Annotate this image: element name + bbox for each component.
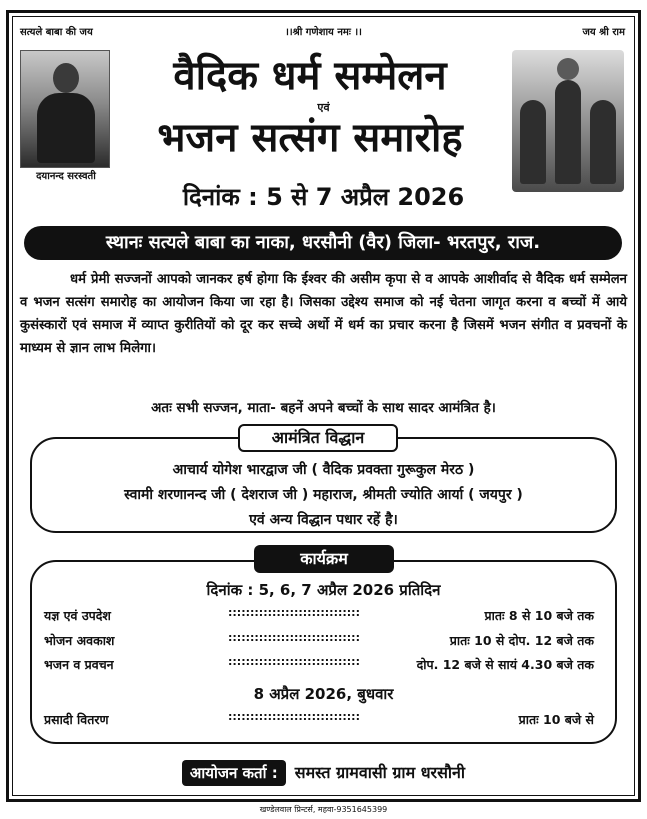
program-title: कार्यक्रम	[254, 545, 394, 573]
title-line-2: भजन सत्संग समारोह	[157, 115, 463, 161]
program-date-1: दिनांक : 5, 6, 7 अप्रैल 2026 प्रतिदिन	[206, 581, 441, 599]
organizer-line	[0, 760, 647, 786]
program-row-dots: ::::::::::::::::::::::::::::::	[228, 631, 360, 644]
program-row-time: प्रातः 10 से दोप. 12 बजे तक	[449, 633, 594, 648]
event-date: दिनांक : 5 से 7 अप्रैल 2026	[182, 183, 465, 211]
program-row-name: भोजन अवकाश	[44, 633, 115, 648]
program-row-name: यज्ञ एवं उपदेश	[44, 608, 111, 623]
invite-line: अतः सभी सज्जन, माता- बहनें अपने बच्चों के साथ सादर आमंत्रित है।	[151, 400, 496, 416]
program-row	[44, 632, 594, 650]
printer-credit: खण्डेलवाल प्रिन्टर्स, महवा-9351645399	[259, 805, 388, 814]
guests-title: आमंत्रित विद्धान	[238, 424, 398, 452]
program-row-dots: ::::::::::::::::::::::::::::::	[228, 606, 360, 619]
program-row-time: दोप. 12 बजे से सायं 4.30 बजे तक	[416, 657, 594, 672]
program-row-time: प्रातः 8 से 10 बजे तक	[484, 608, 594, 623]
program-row-name: भजन व प्रवचन	[44, 657, 114, 672]
intro-text: धर्म प्रेमी सज्जनों आपको जानकर हर्ष होगा कि ईश्वर की असीम कृपा से व आपके आशीर्वाद से वैदिक धर्म सम्मेलन व भजन सत्संग समारोह का आयोजन किया जा रहा है। जिसका उद्देश्य समाज को नई चेतना जागृत करना व बच्चों में आये कुसंस्कारों एवं समाज में व्याप्त कुरीतियों को दूर कर सच्चे अर्थो में धर्म का प्रचार करना है जिसमें भजन संगीत व प्रवचनों के माध्यम से ज्ञान लाभ मिलेगा।	[20, 272, 627, 356]
title-conjunction: एवं	[317, 101, 330, 114]
portrait-caption: दयानन्द सरस्वती	[36, 171, 96, 182]
guest-line-3: एवं अन्य विद्धान पधार रहें है।	[249, 512, 398, 528]
program-row-name: प्रसादी वितरण	[44, 712, 109, 727]
program-row-dots: ::::::::::::::::::::::::::::::	[228, 655, 360, 668]
deity-image	[512, 50, 624, 192]
guest-line-2: स्वामी शरणानन्द जी ( देशराज जी ) महाराज, श्रीमती ज्योति आर्या ( जयपुर )	[124, 487, 523, 503]
program-row	[44, 711, 594, 729]
organizer-label: आयोजन कर्ता :	[182, 760, 286, 786]
program-row-dots: ::::::::::::::::::::::::::::::	[228, 710, 360, 723]
organizer-value: समस्त ग्रामवासी ग्राम धरसौनी	[294, 763, 466, 782]
header-right-slogan: जय श्री राम	[582, 27, 625, 38]
program-row	[44, 607, 594, 625]
guest-line-1: आचार्य योगेश भारद्वाज जी ( वैदिक प्रवक्ता गुरूकुल मेरठ )	[172, 462, 475, 478]
title-line-1: वैदिक धर्म सम्मेलन	[173, 53, 447, 99]
intro-paragraph	[20, 268, 627, 360]
venue-banner: स्थानः सत्यले बाबा का नाका, धरसौनी (वैर) जिला- भरतपुर, राज.	[24, 226, 622, 260]
program-date-2: 8 अप्रैल 2026, बुधवार	[253, 685, 394, 703]
program-row-time: प्रातः 10 बजे से	[518, 712, 594, 727]
header-center-invocation: ।।श्री गणेशाय नमः ।।	[285, 27, 362, 38]
header-left-slogan: सत्यले बाबा की जय	[20, 27, 93, 38]
program-row	[44, 656, 594, 674]
